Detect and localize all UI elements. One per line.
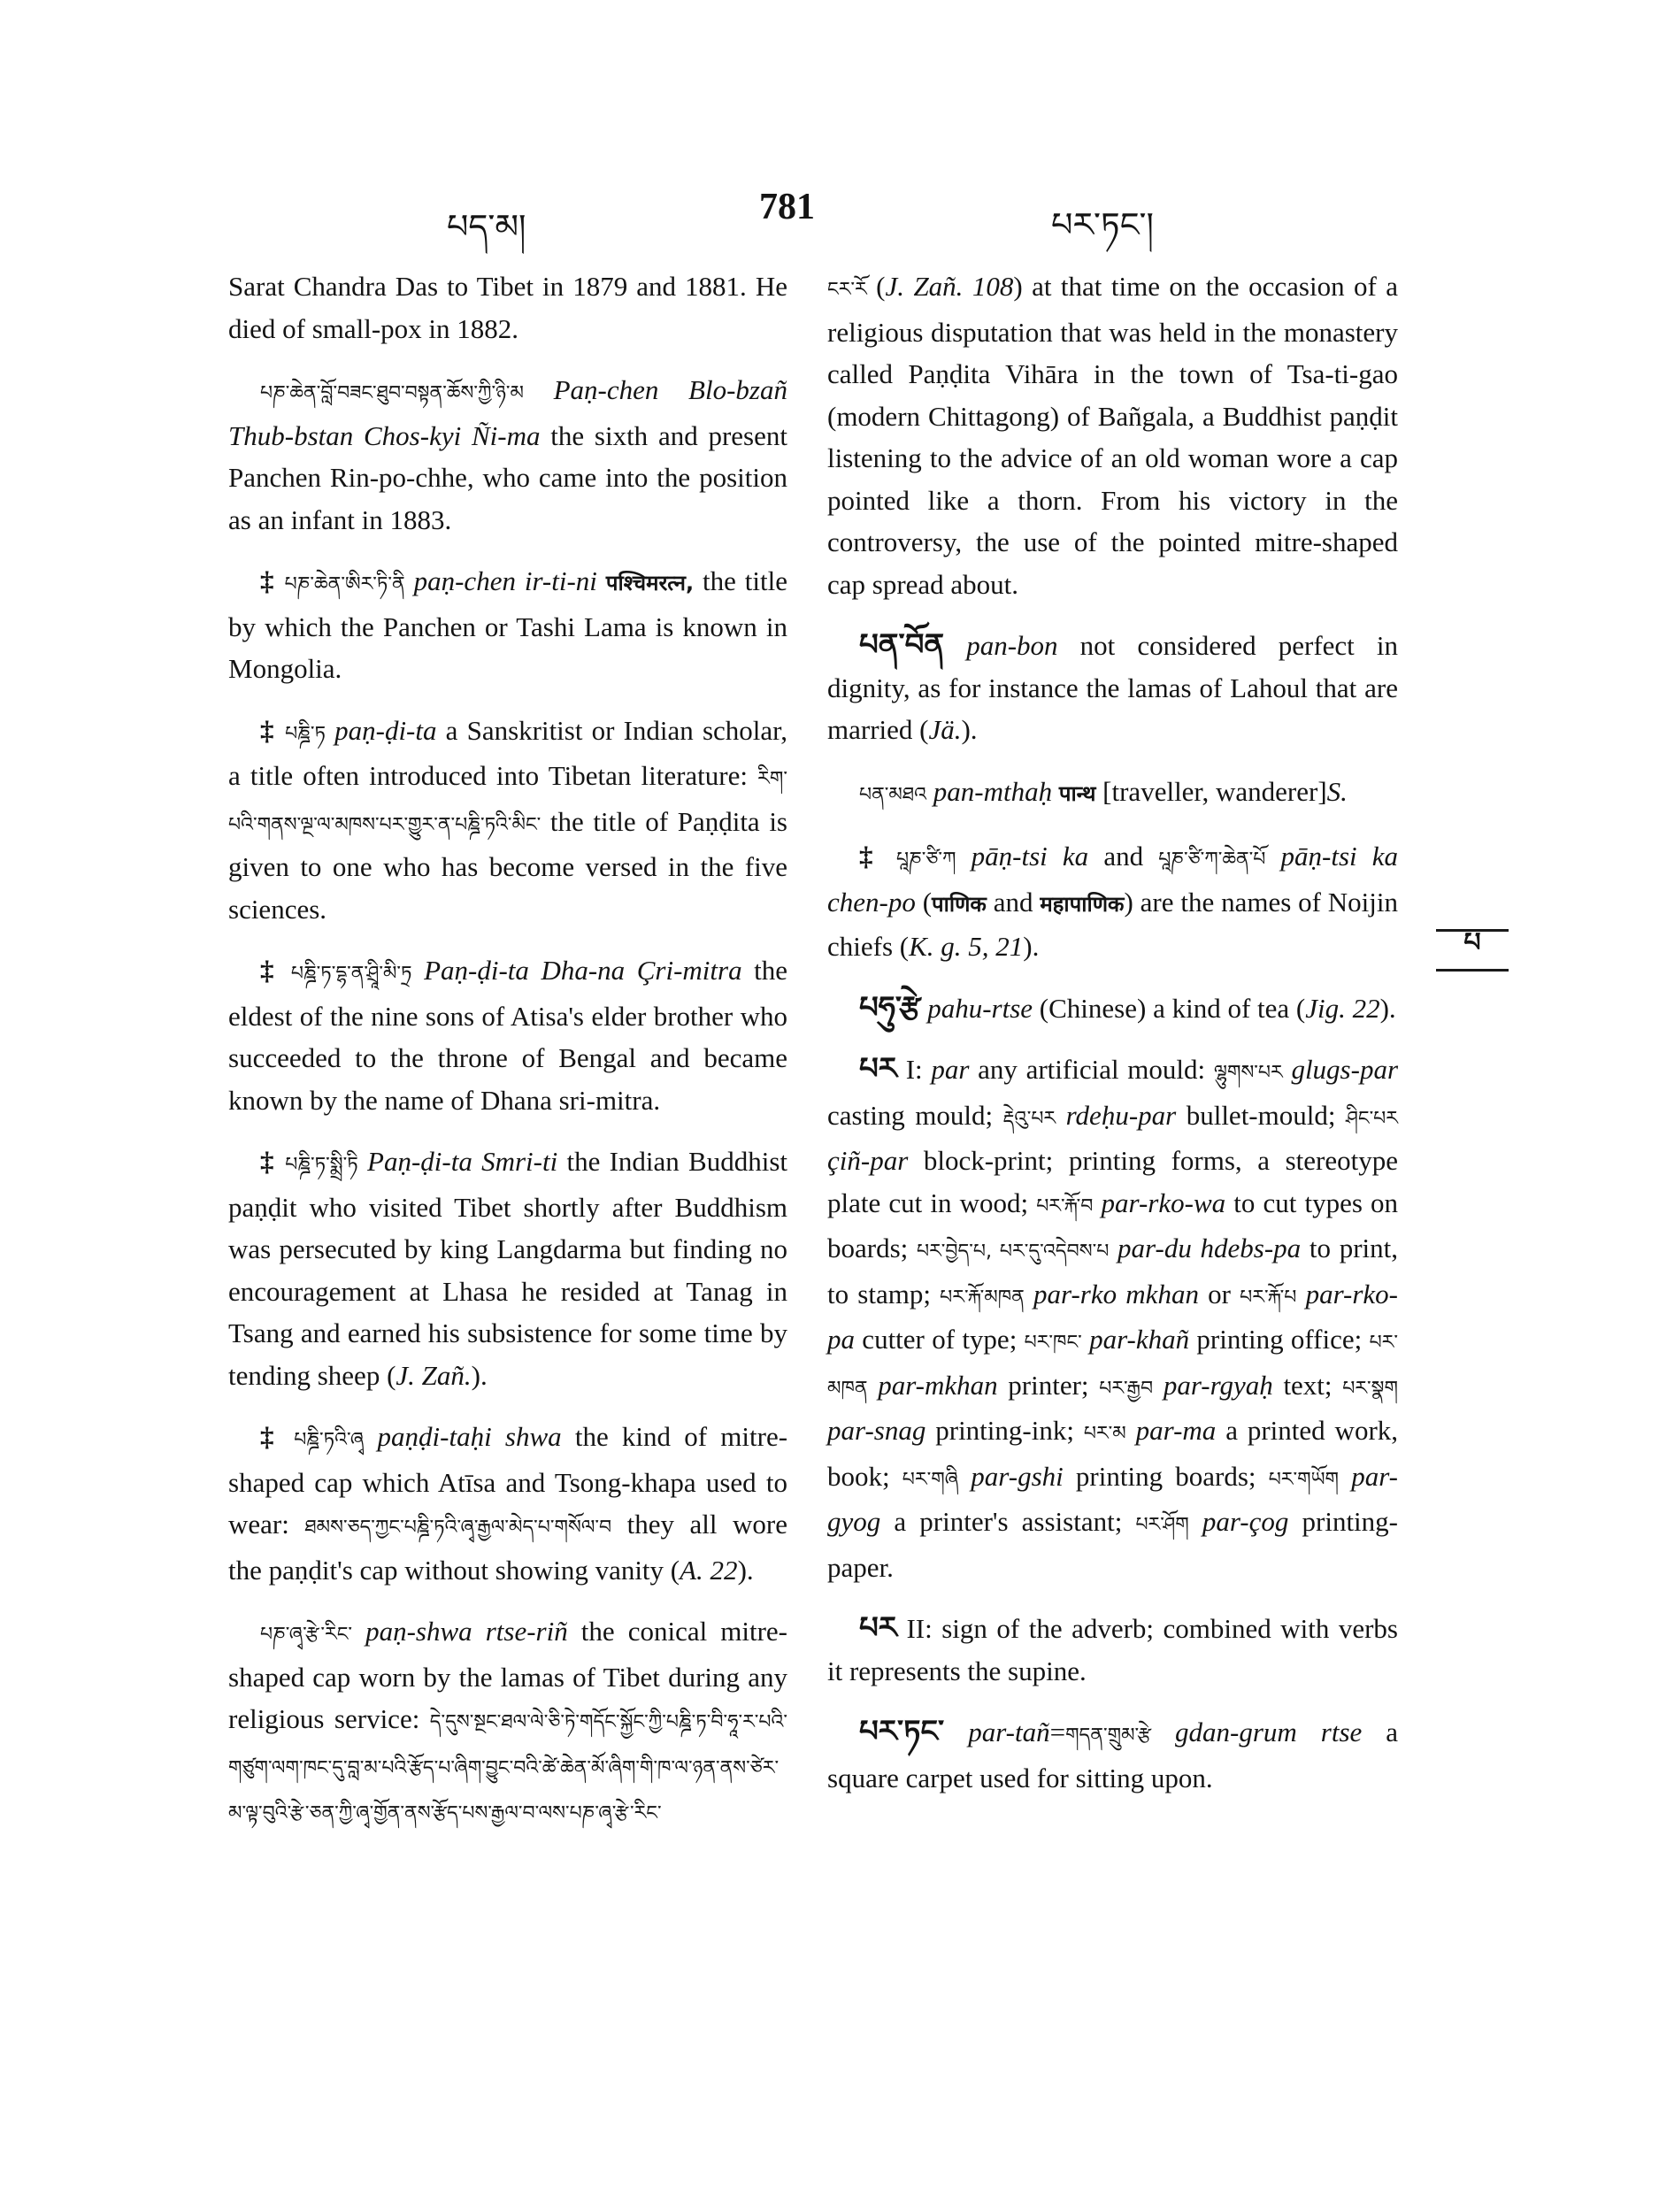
dictionary-entry: ‡ པཎྜི་ཏ་དྷ་ན་ཤྲཱི་མི་ཏྲ Paṇ-ḍi-ta Dha-na Çri-mitra the eldest of the nine sons of Atisa's elder brother who succeeded to the throne of Bengal and became known by the name of Dhana sri-mitra. bbox=[228, 955, 787, 1116]
dictionary-entry: པན་མཐའ pan-mthaḥ पान्थ [traveller, wanderer]S. bbox=[859, 775, 1348, 807]
dictionary-entry: པར I: par any artificial mould: ལྷུགས་པར glugs-par casting mould; རྡེའུ་པར rdeḥu-par bullet-mould; ཤིང་པར çiñ-par block-print; printing forms, a stereotype plate cut in wood; པར་རྐོ་བ par-rko-wa to cut types on boards; པར་བྱེད་པ, པར་དུ་འདེབས་པ par-du hdebs-pa to print, to stamp; པར་རྐོ་མཁན par-rko mkhan or པར་རྐོ་པ par-rko-pa cutter of type; པར་ཁང་ par-khañ printing office; པར་མཁན par-mkhan printer; པར་རྒྱབ par-rgyaḥ text; པར་སྣག par-snag printing-ink; པར་མ par-ma a printed work, book; པར་གཞི par-gshi printing boards; པར་གཡོག par-gyog a printer's assistant; པར་ཤོག par-çog printing-paper. bbox=[827, 1051, 1399, 1583]
dictionary-entry: པན་བོན pan-bon not considered perfect in dignity, as for instance the lamas of Lahoul that are married (Jä.). bbox=[827, 627, 1398, 745]
dictionary-entry: པཎ་ཆེན་བློ་བཟང་ཐུབ་བསྟན་ཆོས་ཀྱི་ཉི་མ Paṇ-chen Blo-bzañ Thub-bstan Chos-kyi Ñi-ma the sixth and present Panchen Rin-po-chhe, who came into the position as an infant in 1883. bbox=[228, 374, 787, 535]
dictionary-entry: ‡ པཱཎ་ཙི་ཀ pāṇ-tsi ka and པཱཎ་ཙི་ཀ་ཆེན་པོ pāṇ-tsi ka chen-po (पाणिक and महापाणिक) are the names of Noijin chiefs (K. g. 5, 21). bbox=[827, 841, 1399, 962]
left-column bbox=[228, 265, 787, 1855]
dictionary-entry: པཎ་ཞྭ་རྩེ་རིང་ paṇ-shwa rtse-riñ the conical mitre-shaped cap worn by the lamas of Tibet during any religious service: དེ་དུས་སྔང་ཐལ་ལེ་ཅི་ཏེ་གདོང་སྐྱོང་ཀྱི་པཎྜི་ཏ་བི་ཧཱ་ར་པའི་གཙུག་ལག་ཁང་དུ་བླ་མ་པའི་རྩོད་པ་ཞིག་བྱུང་བའི་ཚེ་ཆེན་མོ་ཞིག་གི་ཁ་ལ་ཉན་ནས་ཙེར་མ་ལྟ་བུའི་རྩེ་ཅན་ཀྱི་ཞྭ་གྱོན་ནས་རྩོད་པས་རྒྱལ་བ་ལས་པཎ་ཞྭ་རྩེ་རིང་ bbox=[228, 1616, 787, 1824]
page-header bbox=[0, 186, 1659, 246]
entry-continuation: ངར་རོ (J. Zañ. 108) at that time on the occasion of a religious disputation that was held in the monastery called Paṇḍita Vihāra in the town of Tsa-ti-gao (modern Chittagong) of Bañgala, a Buddhist paṇḍit listening to the advice of an old woman wore a cap pointed like a thorn. From his victory in the controversy, the use of the pointed mitre-shaped cap spread about. bbox=[827, 271, 1399, 600]
entry-continuation: Sarat Chandra Das to Tibet in 1879 and 1881. He died of small-pox in 1882. bbox=[228, 271, 787, 344]
dictionary-entry: ‡ པཎྜི་ཏ་སྨྲི་ཏི Paṇ-ḍi-ta Smri-ti the Indian Buddhist paṇḍit who visited Tibet shortly after Buddhism was persecuted by king Langdarma but finding no encouragement at Lhasa he resided at Tanag in Tsang and earned his subsistence for some time by tending sheep (J. Zañ.). bbox=[228, 1146, 788, 1391]
thumb-index-tab: པ bbox=[1436, 929, 1509, 972]
header-left-word: པད་མ། bbox=[447, 209, 526, 246]
dictionary-entry: པར II: sign of the adverb; combined with verbs it represents the supine. bbox=[827, 1610, 1398, 1686]
right-column bbox=[827, 265, 1398, 1818]
dictionary-entry: པཧུ་རྩེ pahu-rtse (Chinese) a kind of tea (Jig. 22). bbox=[859, 989, 1396, 1025]
header-right-word: པར་ཏང་། bbox=[1051, 207, 1154, 244]
dictionary-entry: ‡ པཎྜི་ཏ paṇ-ḍi-ta a Sanskritist or Indian scholar, a title often introduced into Tibetan literature: རིག་པའི་གནས་ལྔ་ལ་མཁས་པར་གྱུར་ན་པཎྜི་ཏའི་མིང་ the title of Paṇḍita is given to one who has become versed in the five sciences. bbox=[228, 714, 787, 925]
page-number: 781 bbox=[759, 187, 815, 227]
dictionary-entry: ‡ པཎ་ཆེན་ཨིར་ཏི་ནི paṇ-chen ir-ti-ni पश्चिमरत्न, the title by which the Panchen or Tashi Lama is known in Mongolia. bbox=[228, 565, 788, 684]
dictionary-entry: པར་ཏང་ par-tañ=གདན་གྲུམ་རྩེ gdan-grum rtse a square carpet used for sitting upon. bbox=[827, 1714, 1399, 1793]
dictionary-entry: ‡ པཎྜི་ཏའི་ཞྭ paṇḍi-taḥi shwa the kind of mitre-shaped cap which Atīsa and Tsong-khapa used to wear: ཐམས་ཅད་ཀྱང་པཎྜི་ཏའི་ཞྭ་རྒྱལ་མེད་པ་གསོལ་བ they all wore the paṇḍit's cap without showing vanity (A. 22). bbox=[228, 1421, 788, 1586]
